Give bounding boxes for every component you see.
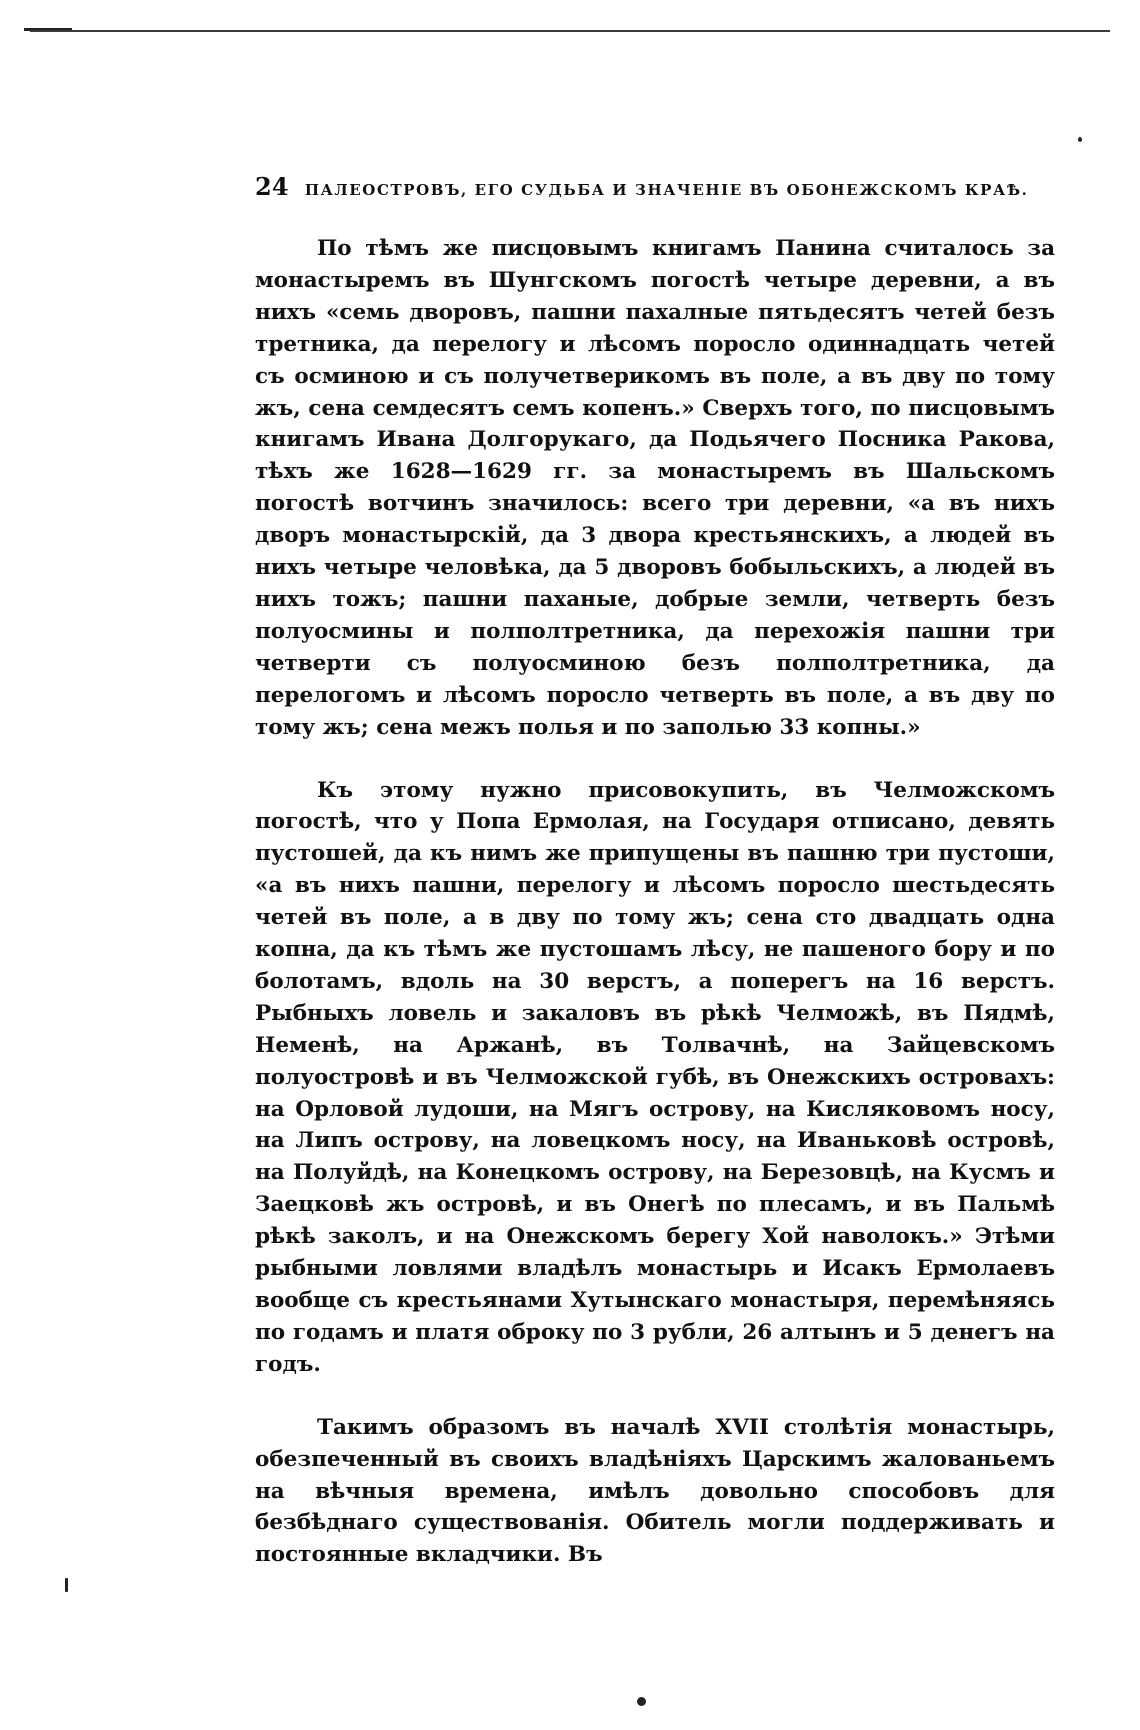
ink-speck	[1078, 137, 1082, 142]
body-text	[255, 233, 1055, 1602]
page-header	[255, 172, 1055, 201]
margin-mark	[65, 1578, 68, 1592]
paragraph-2: Къ этому нужно присовокупить, въ Челможскомъ погостѣ, что у Попа Ермолая, на Государя отписано, девять пустошей, да къ нимъ же припущены въ пашню три пустоши, «а въ нихъ пашни, перелогу и лѣсомъ поросло шестьдесять четей въ поле, а в дву по тому жъ; сена сто двадцать одна копна, да къ тѣмъ же пустошамъ лѣсу, не пашеного бору и по болотамъ, вдоль на 30 верстъ, а поперегъ на 16 верстъ. Рыбныхъ ловель и закаловъ въ рѣкѣ Челможѣ, въ Пядмѣ, Неменѣ, на Аржанѣ, въ Толвачнѣ, на Зайцевскомъ полуостровѣ и въ Челможской губѣ, въ Онежскихъ островахъ: на Орловой лудоши, на Мягъ острову, на Кисляковомъ носу, на Липъ острову, на ловецкомъ носу, на Иваньковѣ островѣ, на Полуйдѣ, на Конецкомъ острову, на Березовцѣ, на Кусмъ и Заецковѣ жъ островѣ, и въ Онегѣ по плесамъ, и въ Пальмѣ рѣкѣ заколъ, и на Онежскомъ берегу Хой наволокъ.» Этѣми рыбными ловлями владѣлъ монастырь и Исакъ Ермолаевъ вообще съ крестьянами Хутынскаго монастыря, перемѣняясь по годамъ и платя оброку по 3 рубли, 26 алтынъ и 5 денегъ на годъ.	[255, 777, 1055, 1377]
page-number: 24	[255, 172, 289, 201]
top-rule	[30, 30, 1110, 32]
paragraph-3: Такимъ образомъ въ началѣ XVII столѣтія монастырь, обезпеченный въ своихъ владѣніяхъ Царскимъ жалованьемъ на вѣчныя времена, имѣлъ довольно способовъ для безбѣднаго существованія. Обитель могли поддерживать и постоянные вкладчики. Въ	[255, 1414, 1055, 1568]
paragraph-1: По тѣмъ же писцовымъ книгамъ Панина считалось за монастыремъ въ Шунгскомъ погостѣ четыре деревни, а въ нихъ «семь дворовъ, пашни пахалные пятьдесятъ четей безъ третника, да перелогу и лѣсомъ поросло одиннадцать четей съ осминою и съ получетверикомъ въ поле, а въ дву по тому жъ, сена семдесятъ семъ копенъ.» Сверхъ того, по писцовымъ книгамъ Ивана Долгорукаго, да Подьячего Посника Ракова, тѣхъ же 1628—1629 гг. за монастыремъ въ Шальскомъ погостѣ вотчинъ значилось: всего три деревни, «а въ нихъ дворъ монастырскій, да 3 двора крестьянскихъ, а людей въ нихъ четыре человѣка, да 5 дворовъ бобыльскихъ, а людей въ нихъ тожъ; пашни паханые, добрые земли, четверть безъ полуосмины и полполтретника, да перехожія пашни три четверти съ полуосминою безъ полполтретника, да перелогомъ и лѣсомъ поросло четверть въ поле, а въ дву по тому жъ; сена межъ полья и по заполью 33 копны.»	[255, 236, 1055, 740]
running-title: ПАЛЕОСТРОВЪ, ЕГО СУДЬБА И ЗНАЧЕНІЕ ВЪ ОБОНЕЖСКОМЪ КРАѢ.	[304, 181, 1029, 199]
ink-dot-bottom	[637, 1697, 646, 1706]
